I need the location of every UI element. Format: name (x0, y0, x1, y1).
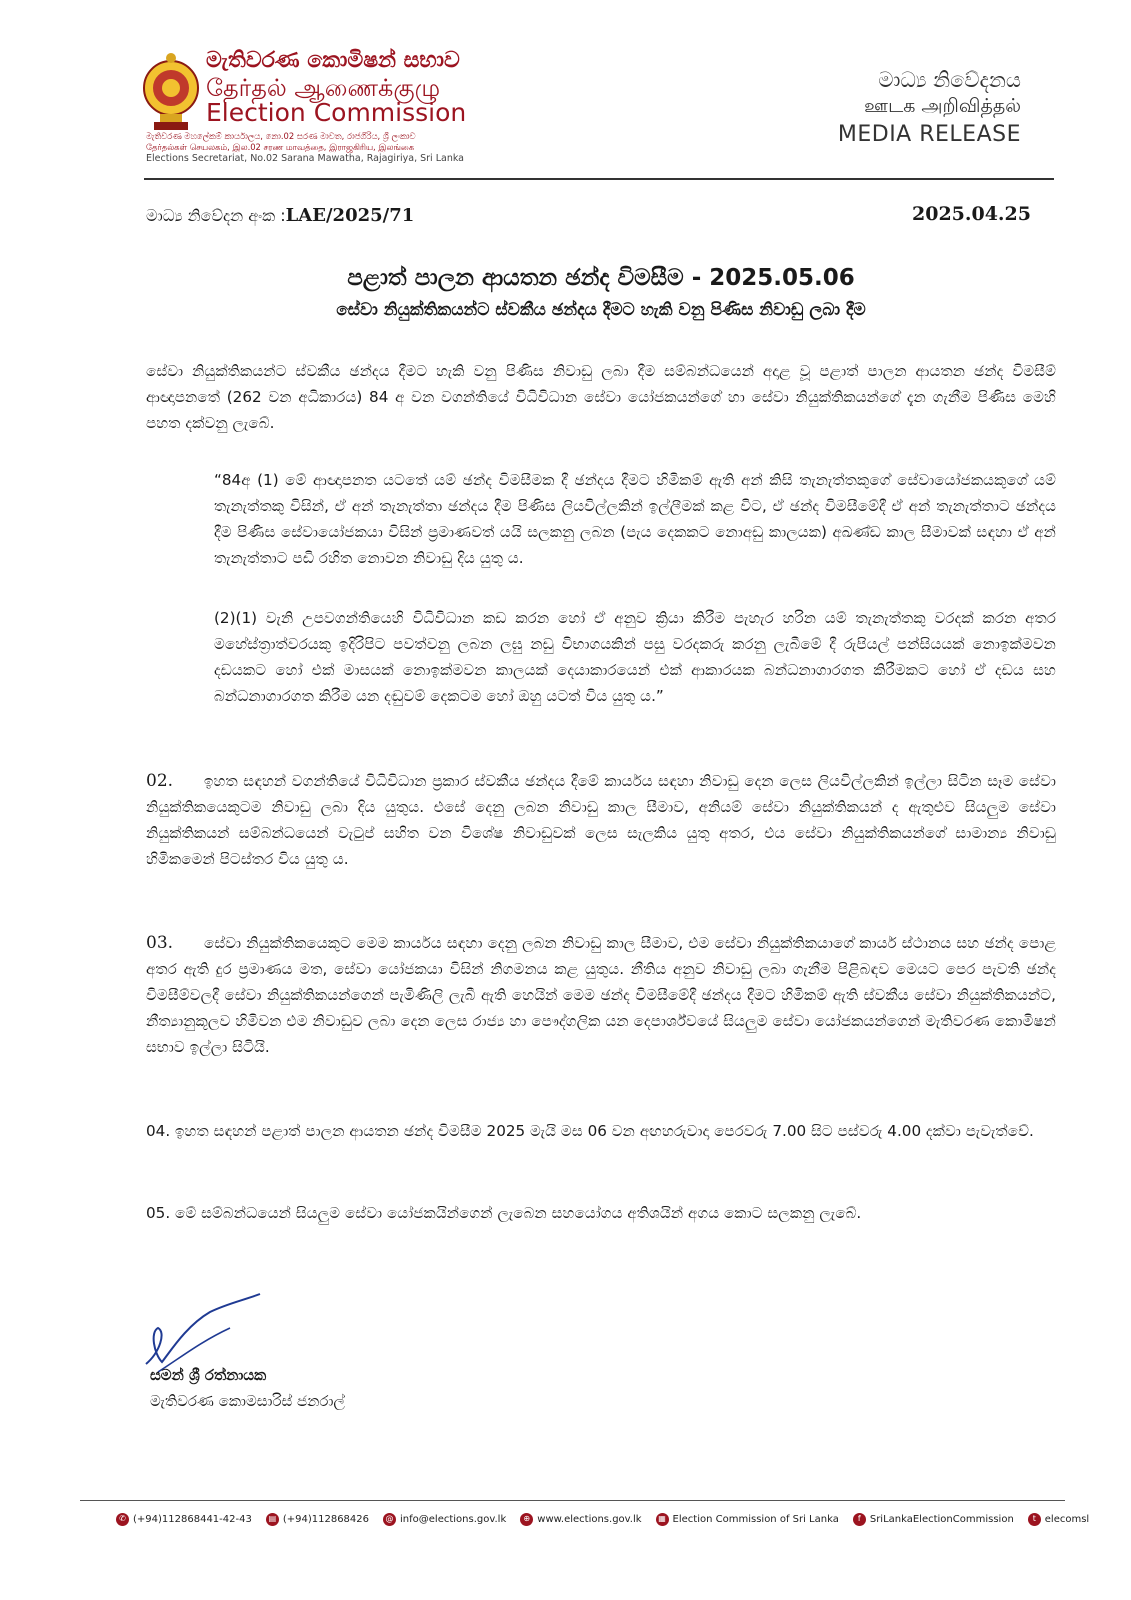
twitter-icon: t (1028, 1513, 1041, 1526)
paragraph-number: 03. (146, 933, 174, 953)
quote-section-84a-1: “84අ (1) මේ ආඥාපනත යටතේ යම් ඡන්ද විමසීමක දී ඡන්දය දීමට හිමිකම් ඇති අන් කිසි තැනැත්තකුගේ සේවායෝජකයකුගේ යම් තැනැත්තකු විසින්, ඒ අන් තැනැත්තා ඡන්දය දීම පිණිස ලියවිල්ලකින් ඉල්ලීමක් කළ විට, ඒ ඡන්ද විමසීමේදී ඒ අන් තැනැත්තාට ඡන්දය දීම පිණිස සේවායෝජකයා විසින් ප්‍රමාණවත් යයි සලකනු ලබන (පැය දෙකකට නොඅඩු කාලයක) අඛණ්ඩ කාල සීමාවක් සඳහා ඒ අන් තැනැත්තාට පඩි රහිත නොවන නිවාඩු දිය යුතු ය. (214, 471, 1056, 567)
footer-twitter[interactable]: t elecomsl (1028, 1513, 1089, 1526)
paragraph-text: ඉහත සඳහන් වගන්තියේ විධිවිධාන ප්‍රකාර ස්වකීය ඡන්දය දීමේ කාර්යය සඳහා නිවාඩු දෙන ලෙස ලියවිල්ලකින් ඉල්ලා සිටින සෑම සේවා නියුක්තිකයෙකුටම නිවාඩු ලබා දිය යුතුය. එසේ දෙනු ලබන නිවාඩු කාල සීමාව, අනියම් සේවා නියුක්තිකයන් ද ඇතුළුව සියලුම සේවා නියුක්තිකයන් සම්බන්ධයෙන් වැටුප් සහිත වන විශේෂ නිවාඩුවක් ලෙස සැලකිය යුතු අතර, එය සේවා නියුක්තිකයන්ගේ සාමාන්‍ය නිවාඩු හිමිකමෙන් පිටස්තර විය යුතු ය. (146, 772, 1056, 868)
footer-divider (80, 1500, 1065, 1501)
paragraph-text: සේවා නියුක්තිකයෙකුට මෙම කාර්යය සඳහා දෙනු ලබන නිවාඩු කාල සීමාව, එම සේවා නියුක්තිකයාගේ කාර්ය ස්ථානය සහ ඡන්ද පොළ අතර ඇති දුර ප්‍රමාණය මත, සේවා යෝජකයා විසින් නිගමනය කළ යුතුය. නීතිය අනුව නිවාඩු ලබා ගැනීම පිළිබඳව මෙයට පෙර පැවති ඡන්ද විමසීම්වලදී සේවා නියුක්තිකයන්ගෙන් පැමිණිලි ලැබී ඇති හෙයින් මෙම ඡන්ද විමසීමේදී ඡන්දය දීමට හිමිකම් ඇති ස්වකීය සේවා නියුක්තිකයන්ට, නීත්‍යානුකූලව හිමිවන එම නිවාඩුව ලබා දෙන ලෙස රාජ්‍ය හා පෞද්ගලික යන දෙපාර්ශ්වයේ සියලුම සේවා යෝජකයන්ගෙන් මැතිවරණ කොමිෂන් සභාව ඉල්ලා සිටියි. (146, 934, 1056, 1056)
document-title: පළාත් පාලන ආයතන ඡන්ද විමසීම - 2025.05.06 (347, 265, 855, 291)
reference-line (146, 205, 414, 226)
reference-number: LAE/2025/71 (285, 205, 415, 226)
footer-organization[interactable]: ▦ Election Commission of Sri Lanka (656, 1513, 839, 1526)
org-name-english: Election Commission (206, 98, 467, 127)
paragraph-03 (146, 930, 1056, 1060)
paragraph-02 (146, 768, 1056, 872)
footer-fax[interactable]: ▤ (+94)112868426 (266, 1513, 369, 1526)
reference-label: මාධ්‍ය නිවේදන අංක : (146, 206, 286, 225)
phone-icon: ✆ (116, 1513, 129, 1526)
footer-phone[interactable]: ✆ (+94)112868441-42-43 (116, 1513, 252, 1526)
paragraph-05: 05. මේ සම්බන්ධයෙන් සියලුම සේවා යෝජකයින්ගෙන් ලැබෙන සහයෝගය අතිශයින් අගය කොට සලකනු ලැබේ. (146, 1204, 862, 1222)
media-release-tamil: ஊடக அறிவித்தல் (864, 95, 1021, 117)
media-release-sinhala: මාධ්‍ය නිවේදනය (878, 68, 1021, 92)
paragraph-04: 04. ඉහත සඳහන් පළාත් පාලන ආයතන ඡන්ද විමසීම 2025 මැයි මස 06 වන අඟහරුවාදා පෙරවරු 7.00 සිට පස්වරු 4.00 දක්වා පැවැත්වේ. (146, 1122, 1034, 1140)
email-icon: @ (383, 1513, 396, 1526)
org-name-sinhala: මැතිවරණ කොමිෂන් සභාව (206, 48, 460, 73)
footer-website[interactable]: ⊕ www.elections.gov.lk (520, 1513, 641, 1526)
quote-section-84a-2: (2)(1) වැනි උපවගන්තියෙහි විධිවිධාන කඩ කරන හෝ ඒ අනුව ක්‍රියා කිරීම පැහැර හරින යම් තැනැත්තකු වරදක් කරන අතර මහේස්ත්‍රාත්වරයකු ඉදිරිපිට පවත්වනු ලබන ලඝු නඩු විභාගයකින් පසු වරදකරු කරනු ලැබීමේ දී රුපියල් පන්සියයක් නොඉක්මවන දඩයකට හෝ එක් මාසයක් නොඉක්මවන කාලයක් දෙයාකාරයෙන් එක් ආකාරයක බන්ධනාගාරගත කිරීමකට හෝ ඒ දඩය සහ බන්ධනාගාරගත කිරීම යන දඬුවම් දෙකටම හෝ ඔහු යටත් විය යුතු ය.” (214, 609, 1056, 705)
facebook-icon: f (853, 1513, 866, 1526)
address-english: Elections Secretariat, No.02 Sarana Mawatha, Rajagiriya, Sri Lanka (146, 153, 464, 164)
globe-icon: ⊕ (520, 1513, 533, 1526)
footer-email[interactable]: @ info@elections.gov.lk (383, 1513, 506, 1526)
org-name-tamil: தேர்தல் ஆணைக்குழு (206, 74, 441, 102)
release-date: 2025.04.25 (912, 203, 1031, 225)
fax-icon: ▤ (266, 1513, 279, 1526)
election-commission-emblem (142, 48, 200, 144)
address-sinhala: මැතිවරණ මහලේකම් කාර්යාලය, නො.02 සරණ මාවත, රාජගිරිය, ශ්‍රී ලංකාව (146, 131, 416, 141)
footer-facebook[interactable]: f SriLankaElectionCommission (853, 1513, 1014, 1526)
intro-paragraph: සේවා නියුක්තිකයන්ට ස්වකීය ඡන්දය දීමට හැකි වනු පිණිස නිවාඩු ලබා දීම සම්බන්ධයෙන් අදාළ වූ පළාත් පාලන ආයතන ඡන්ද විමසීම් ආඥාපනතේ (262 වන අධිකාරය) 84 අ වන වගන්තියේ විධිවිධාන සේවා යෝජකයන්ගේ හා සේවා නියුක්තිකයන්ගේ දැන ගැනීම පිණිස මෙහි පහත දක්වනු ලැබේ. (146, 362, 1056, 432)
media-release-english: MEDIA RELEASE (837, 122, 1021, 147)
building-icon: ▦ (656, 1513, 669, 1526)
signatory-title: මැතිවරණ කොමසාරිස් ජනරාල් (150, 1392, 345, 1410)
document-subtitle: සේවා නියුක්තිකයන්ට ස්වකීය ඡන්දය දීමට හැකි වනු පිණිස නිවාඩු ලබා දීම (336, 300, 866, 320)
address-tamil: தேர்தல்கள் செயலகம், இல.02 சரண மாவத்தை, இராஜகிரிய, இலங்கை (146, 142, 415, 152)
header-divider (144, 178, 1054, 180)
paragraph-number: 02. (146, 771, 174, 791)
footer-contacts (116, 1508, 1090, 1530)
signatory-name: සමන් ශ්‍රී රත්නායක (150, 1366, 267, 1384)
